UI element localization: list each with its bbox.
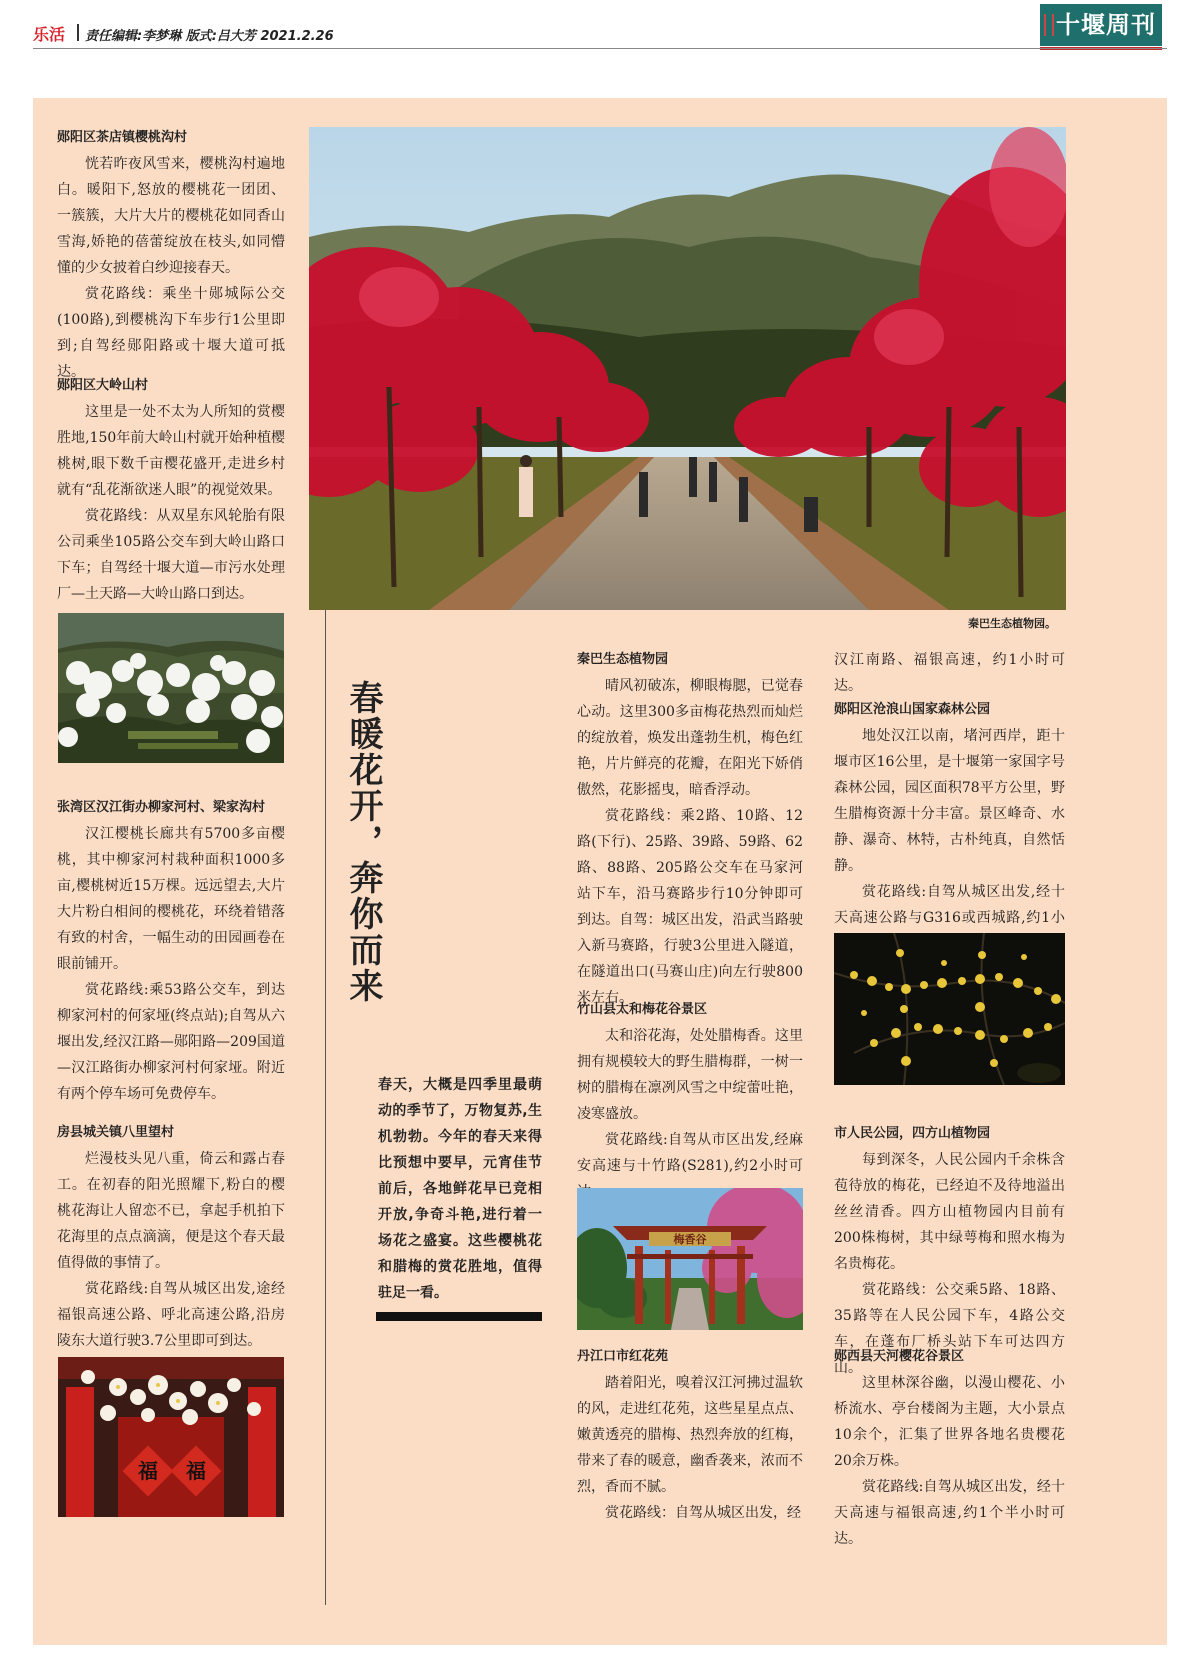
article-route: 赏花路线：乘2路、10路、12路(下行)、25路、39路、59路、62路、88路、205路公交车在马家河站下车，沿马赛路步行10分钟即可到达。自驾：城区出发，沿武当路驶入新马赛路，行驶3公里进入隧道，在隧道出口(马赛山庄)向左行驶800米左右。 <box>577 808 803 1006</box>
article-route: 赏花路线:自驾从城区出发,途经福银高速公路、呼北高速公路,沿房陵东大道行驶3.7公里即可到达。 <box>57 1281 285 1349</box>
article-title: 秦巴生态植物园 <box>577 652 669 667</box>
article-canglangshan <box>834 697 1065 957</box>
gate-sign: 梅香谷 <box>673 1233 707 1246</box>
article-yingtaogou <box>57 125 285 385</box>
photo-wintersweet <box>834 933 1065 1085</box>
article-title: 市人民公园，四方山植物园 <box>834 1126 991 1141</box>
article-title: 丹江口市红花苑 <box>577 1349 669 1364</box>
header-separator <box>77 24 79 41</box>
couplet-char-right: 福 <box>186 1459 206 1483</box>
feature-headline: 春暖花开，奔你而来 <box>343 680 383 1004</box>
article-title: 郧阳区茶店镇樱桃沟村 <box>57 130 188 145</box>
article-title: 郧阳区沧浪山国家森林公园 <box>834 702 991 717</box>
article-paragraph: 太和浴花海，处处腊梅香。这里拥有规模较大的野生腊梅群，一树一树的腊梅在凛冽风雪之中绽蕾吐艳，凌寒盛放。 <box>577 1028 803 1122</box>
plum-avenue-image <box>309 127 1066 610</box>
garden-gate-image <box>577 1188 803 1330</box>
wintersweet-image <box>834 933 1065 1085</box>
header-meta: 责任编辑:李梦琳 版式:吕大芳 2021.2.26 <box>85 29 334 44</box>
article-paragraph: 烂漫枝头见八重，倚云和露占春工。在初春的阳光照耀下,粉白的樱桃花海让人留恋不已，拿起手机拍下花海里的点点滴滴，便是这个春天最值得做的事情了。 <box>57 1151 285 1271</box>
article-continuation: 汉江南路、福银高速，约1小时可达。 <box>834 652 1065 694</box>
article-paragraph: 晴风初破冻，柳眼梅腮，已觉春心动。这里300多亩梅花热烈而灿烂的绽放着，焕发出蓬勃生机，梅色红艳，片片鲜亮的花瓣，在阳光下娇俏傲然，花影摇曳，暗香浮动。 <box>577 678 803 798</box>
section-name: 乐活 <box>33 25 66 44</box>
article-route: 赏花路线：从双星东风轮胎有限公司乘坐105路公交车到大岭山路口下车；自驾经十堰大道—市污水处理厂—土天路—大岭山路口到达。 <box>57 508 285 602</box>
article-hongshuayuan <box>577 1344 803 1526</box>
feature-intro: 春天，大概是四季里最萌动的季节了，万物复苏,生机勃勃。今年的春天来得比预想中要早，元宵佳节前后，各地鲜花早已竞相开放,争奇斗艳,进行着一场花之盛宴。这些樱桃花和腊梅的赏花胜地，值得驻足一看。 <box>378 1077 542 1301</box>
article-title: 张湾区汉江街办柳家河村、梁家沟村 <box>57 800 266 815</box>
main-photo-plum-avenue <box>309 127 1066 610</box>
article-route: 赏花路线：自驾从城区出发，经 <box>605 1505 801 1521</box>
article-title: 郧阳区大岭山村 <box>57 378 149 393</box>
main-photo-caption: 秦巴生态植物园。 <box>968 617 1056 630</box>
article-qinba <box>577 647 803 1011</box>
article-paragraph: 每到深冬，人民公园内千余株含苞待放的梅花，已经迫不及待地溢出丝丝清香。四方山植物园内目前有200株梅树，其中绿萼梅和照水梅为名贵梅花。 <box>834 1152 1065 1272</box>
article-route: 赏花路线：公交乘5路、18路、35路等在人民公园下车，4路公交车，在蓬布厂桥头站下车可达四方山。 <box>834 1282 1065 1376</box>
article-paragraph: 这里是一处不太为人所知的赏樱胜地,150年前大岭山村就开始种植樱桃树,眼下数千亩樱花盛开,走进乡村就有“乱花渐欲迷人眼”的视觉效果。 <box>57 404 285 498</box>
photo-red-door-blossoms <box>58 1357 284 1517</box>
article-route: 赏花路线:自驾从城区出发，经十天高速与福银高速,约1个半小时可达。 <box>834 1479 1065 1547</box>
photo-garden-gate <box>577 1188 803 1330</box>
article-paragraph: 汉江樱桃长廊共有5700多亩樱桃，其中柳家河村栽种面积1000多亩,樱桃树近15万棵。远远望去,大片大片粉白相间的樱桃花，环绕着错落有致的村舍，一幅生动的田园画卷在眼前铺开。 <box>57 826 285 972</box>
article-route: 赏花路线:自驾从城区出发,经十天高速公路与G316或西城路,约1小 <box>834 884 1065 926</box>
red-door-image <box>58 1357 284 1517</box>
masthead-ornament <box>1044 14 1054 36</box>
article-renmin-park <box>834 1121 1065 1381</box>
article-title: 竹山县太和梅花谷景区 <box>577 1002 708 1017</box>
photo-cherry-village <box>58 613 284 763</box>
article-hongshuayuan-continued <box>834 647 1065 699</box>
article-route: 赏花路线：乘坐十郧城际公交(100路),到樱桃沟下车步行1公里即到;自驾经郧阳路或十堰大道可抵达。 <box>57 286 285 380</box>
article-paragraph: 这里林深谷幽，以漫山樱花、小桥流水、亭台楼阁为主题，大小景点10余个，汇集了世界各地名贵樱花20余万株。 <box>834 1375 1065 1469</box>
masthead-title: 十堰周刊 <box>1056 10 1156 39</box>
article-paragraph: 恍若昨夜风雪来，樱桃沟村遍地白。暖阳下,怒放的樱桃花一团团、一簇簇，大片大片的樱桃花如同香山雪海,娇艳的蓓蕾绽放在枝头,如同懵懂的少女披着白纱迎接春天。 <box>57 156 285 276</box>
article-baliwang <box>57 1120 285 1354</box>
article-paragraph: 踏着阳光，嗅着汉江河拂过温软的风，走进红花苑，这些星星点点、嫩黄透亮的腊梅、热烈奔放的红梅，带来了春的暖意，幽香袭来，浓而不烈，香而不腻。 <box>577 1375 803 1495</box>
article-paragraph: 地处汉江以南，堵河西岸，距十堰市区16公里，是十堰第一家国字号森林公园，园区面积78平方公里，野生腊梅资源十分丰富。景区峰奇、水静、瀑奇、林特，古朴纯真，自然恬静。 <box>834 728 1065 874</box>
article-taihe <box>577 997 803 1205</box>
header-rule <box>33 48 1167 49</box>
article-tianhe <box>834 1344 1065 1552</box>
cherry-village-image <box>58 613 284 763</box>
article-title: 郧西县天河樱花谷景区 <box>834 1349 965 1364</box>
article-route: 赏花路线:自驾从市区出发,经麻安高速与十竹路(S281),约2小时可 <box>577 1132 803 1174</box>
article-route: 赏花路线:乘53路公交车，到达柳家河村的何家垭(终点站);自驾从六堰出发,经汉江路—郧阳路—209国道—汉江路街办柳家河村何家垭。附近有两个停车场可免费停车。 <box>57 982 285 1102</box>
article-dalingshan <box>57 373 285 607</box>
article-title: 房县城关镇八里望村 <box>57 1125 175 1140</box>
article-liujiahe <box>57 795 285 1107</box>
masthead <box>1040 4 1162 46</box>
intro-bar <box>376 1312 542 1321</box>
couplet-char-left: 福 <box>138 1459 158 1483</box>
